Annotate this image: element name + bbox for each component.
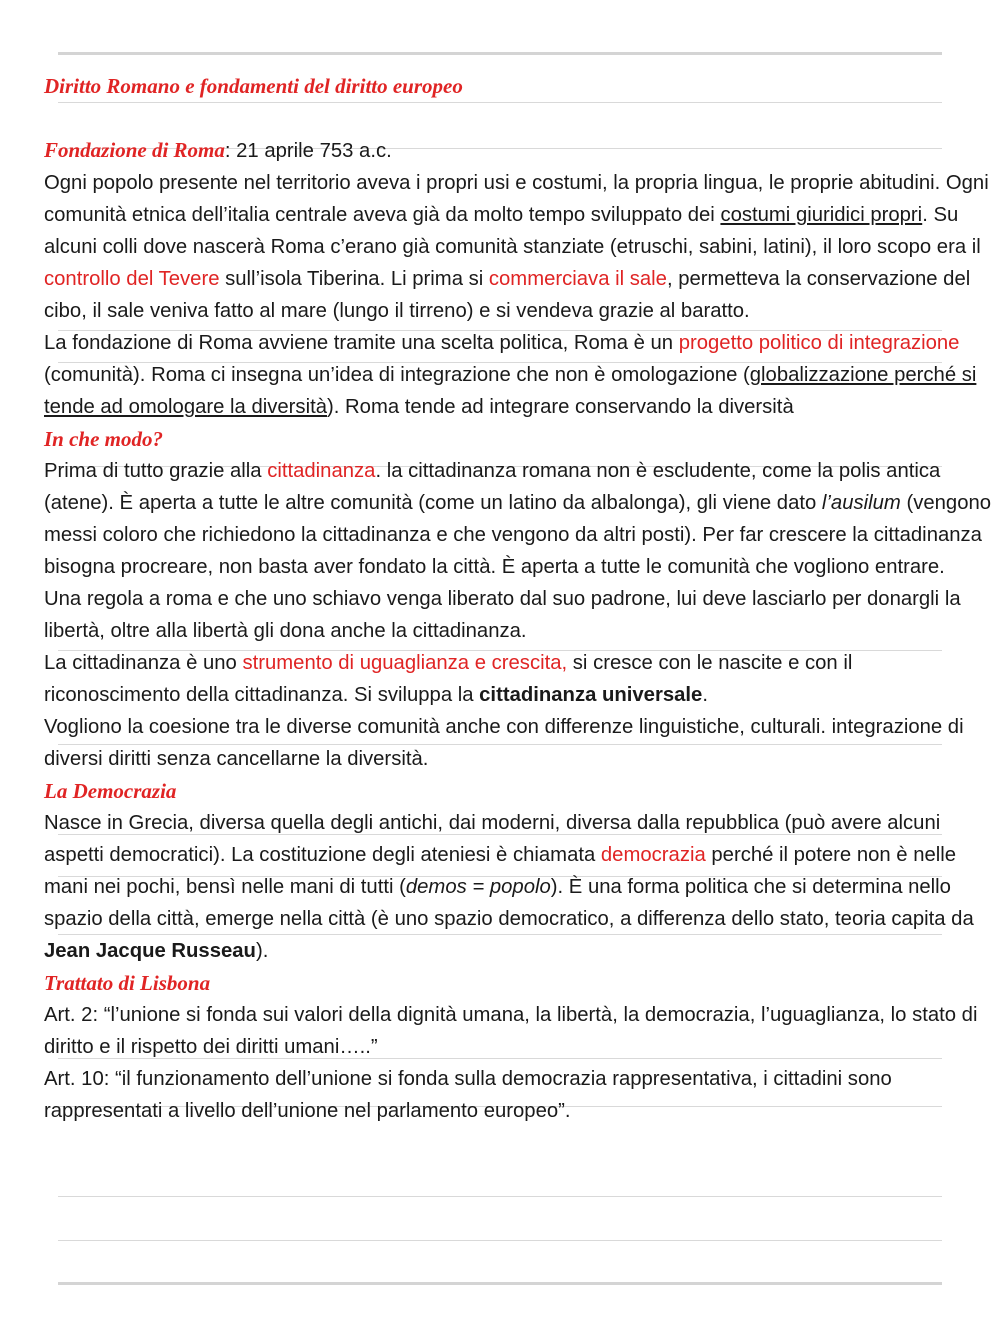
text: perché il potere non è nelle mani nei pochi, bensì nelle mani di tutti ( [44, 844, 957, 898]
text: Ogni popolo presente nel territorio aveva i propri usi e costumi, la propria lingua, le proprie abitudini. Ogni comunità etnica dell’italia centrale aveva già da molto tempo sviluppato dei [44, 172, 989, 226]
section-heading-lisbona: Trattato di Lisbona [44, 971, 211, 995]
underlined-text: costumi giuridici propri [720, 204, 923, 226]
paragraph-popoli [44, 167, 994, 327]
document-title: Diritto Romano e fondamenti del diritto europeo [44, 74, 463, 98]
paragraph-coesione: Vogliono la coesione tra le diverse comunità anche con differenze linguistiche, culturali. integrazione di diversi diritti senza cancellarne la diversità. [44, 716, 964, 770]
paragraph-democrazia [44, 807, 994, 967]
paragraph-strumento [44, 647, 994, 711]
document-body [44, 70, 994, 1127]
bottom-rule [58, 1282, 942, 1285]
italic-text: demos = popolo [405, 876, 551, 898]
text: si cresce con le nascite e con il riconoscimento della cittadinanza. Si sviluppa la [44, 652, 853, 706]
text: . Su alcuni colli dove nascerà Roma c’erano già comunità stanziate (etruschi, sabini, latini), il loro scopo era il [44, 204, 981, 258]
italic-text: l’ausilum [821, 492, 901, 514]
guide-line [58, 1196, 942, 1197]
highlight-text: commerciava il sale [488, 268, 667, 290]
highlight-text: strumento di uguaglianza e crescita, [242, 652, 568, 674]
fondazione-date: : 21 aprile 753 a.c. [224, 140, 392, 162]
paragraph-art10: Art. 10: “il funzionamento dell’unione si fonda sulla democrazia rappresentativa, i cittadini sono rappresentati a livello dell’unione nel parlamento europeo”. [44, 1068, 892, 1122]
text: . [702, 684, 708, 706]
text: , permetteva la conservazione del cibo, il sale veniva fatto al mare (lungo il tirreno) e si vendeva grazie al baratto. [44, 268, 971, 322]
text: (comunità). Roma ci insegna un’idea di integrazione che non è omologazione ( [44, 364, 750, 386]
text: ). Roma tende ad integrare conservando la diversità [327, 396, 794, 418]
fondazione-label: Fondazione di Roma [44, 138, 225, 162]
text: sull’isola Tiberina. Li prima si [219, 268, 489, 290]
bold-text: Jean Jacque Russeau [44, 940, 256, 962]
highlight-text: controllo del Tevere [44, 268, 220, 290]
text: Prima di tutto grazie alla [44, 460, 268, 482]
spacer [44, 102, 994, 134]
underlined-text: globalizzazione perché si tende ad omologare la diversità [44, 364, 977, 418]
paragraph-art2: Art. 2: “l’unione si fonda sui valori della dignità umana, la libertà, la democrazia, l’uguaglianza, lo stato di diritto e il rispetto dei diritti umani…..” [44, 1004, 978, 1058]
section-heading-democrazia: La Democrazia [44, 779, 177, 803]
highlight-text: progetto politico di integrazione [678, 332, 960, 354]
text: ). È una forma politica che si determina nello spazio della città, emerge nella città (è uno spazio democratico, a differenza dello stato, teoria capita da [44, 876, 974, 930]
text: La fondazione di Roma avviene tramite una scelta politica, Roma è un [44, 332, 679, 354]
paragraph-schiavo: Una regola a roma e che uno schiavo venga liberato dal suo padrone, lui deve lasciarlo per donargli la libertà, oltre alla libertà gli dona anche la cittadinanza. [44, 588, 961, 642]
text: (vengono messi coloro che richiedono la cittadinanza e che vengono da altri posti). Per far crescere la cittadinanza bisogna procreare, non basta aver fondato la città. È aperta a tutte le comunità che vogliono entrare. [44, 492, 992, 578]
section-heading-modo: In che modo? [44, 427, 164, 451]
paragraph-cittadinanza [44, 455, 994, 583]
fondazione-line [44, 134, 994, 167]
text: La cittadinanza è uno [44, 652, 243, 674]
text: . la cittadinanza romana non è escludente, come la polis antica (atene). È aperta a tutte le altre comunità (come un latino da albalonga), gli viene dato [44, 460, 941, 514]
text: Nasce in Grecia, diversa quella degli antichi, dai moderni, diversa dalla repubblica (può avere alcuni aspetti democratici). La costituzione degli ateniesi è chiamata [44, 812, 941, 866]
highlight-text: cittadinanza [267, 460, 376, 482]
guide-line [58, 1240, 942, 1241]
bold-text: cittadinanza universale [479, 684, 703, 706]
top-rule [58, 52, 942, 55]
paragraph-fondazione [44, 327, 994, 423]
highlight-text: democrazia [600, 844, 706, 866]
text: ). [255, 940, 269, 962]
